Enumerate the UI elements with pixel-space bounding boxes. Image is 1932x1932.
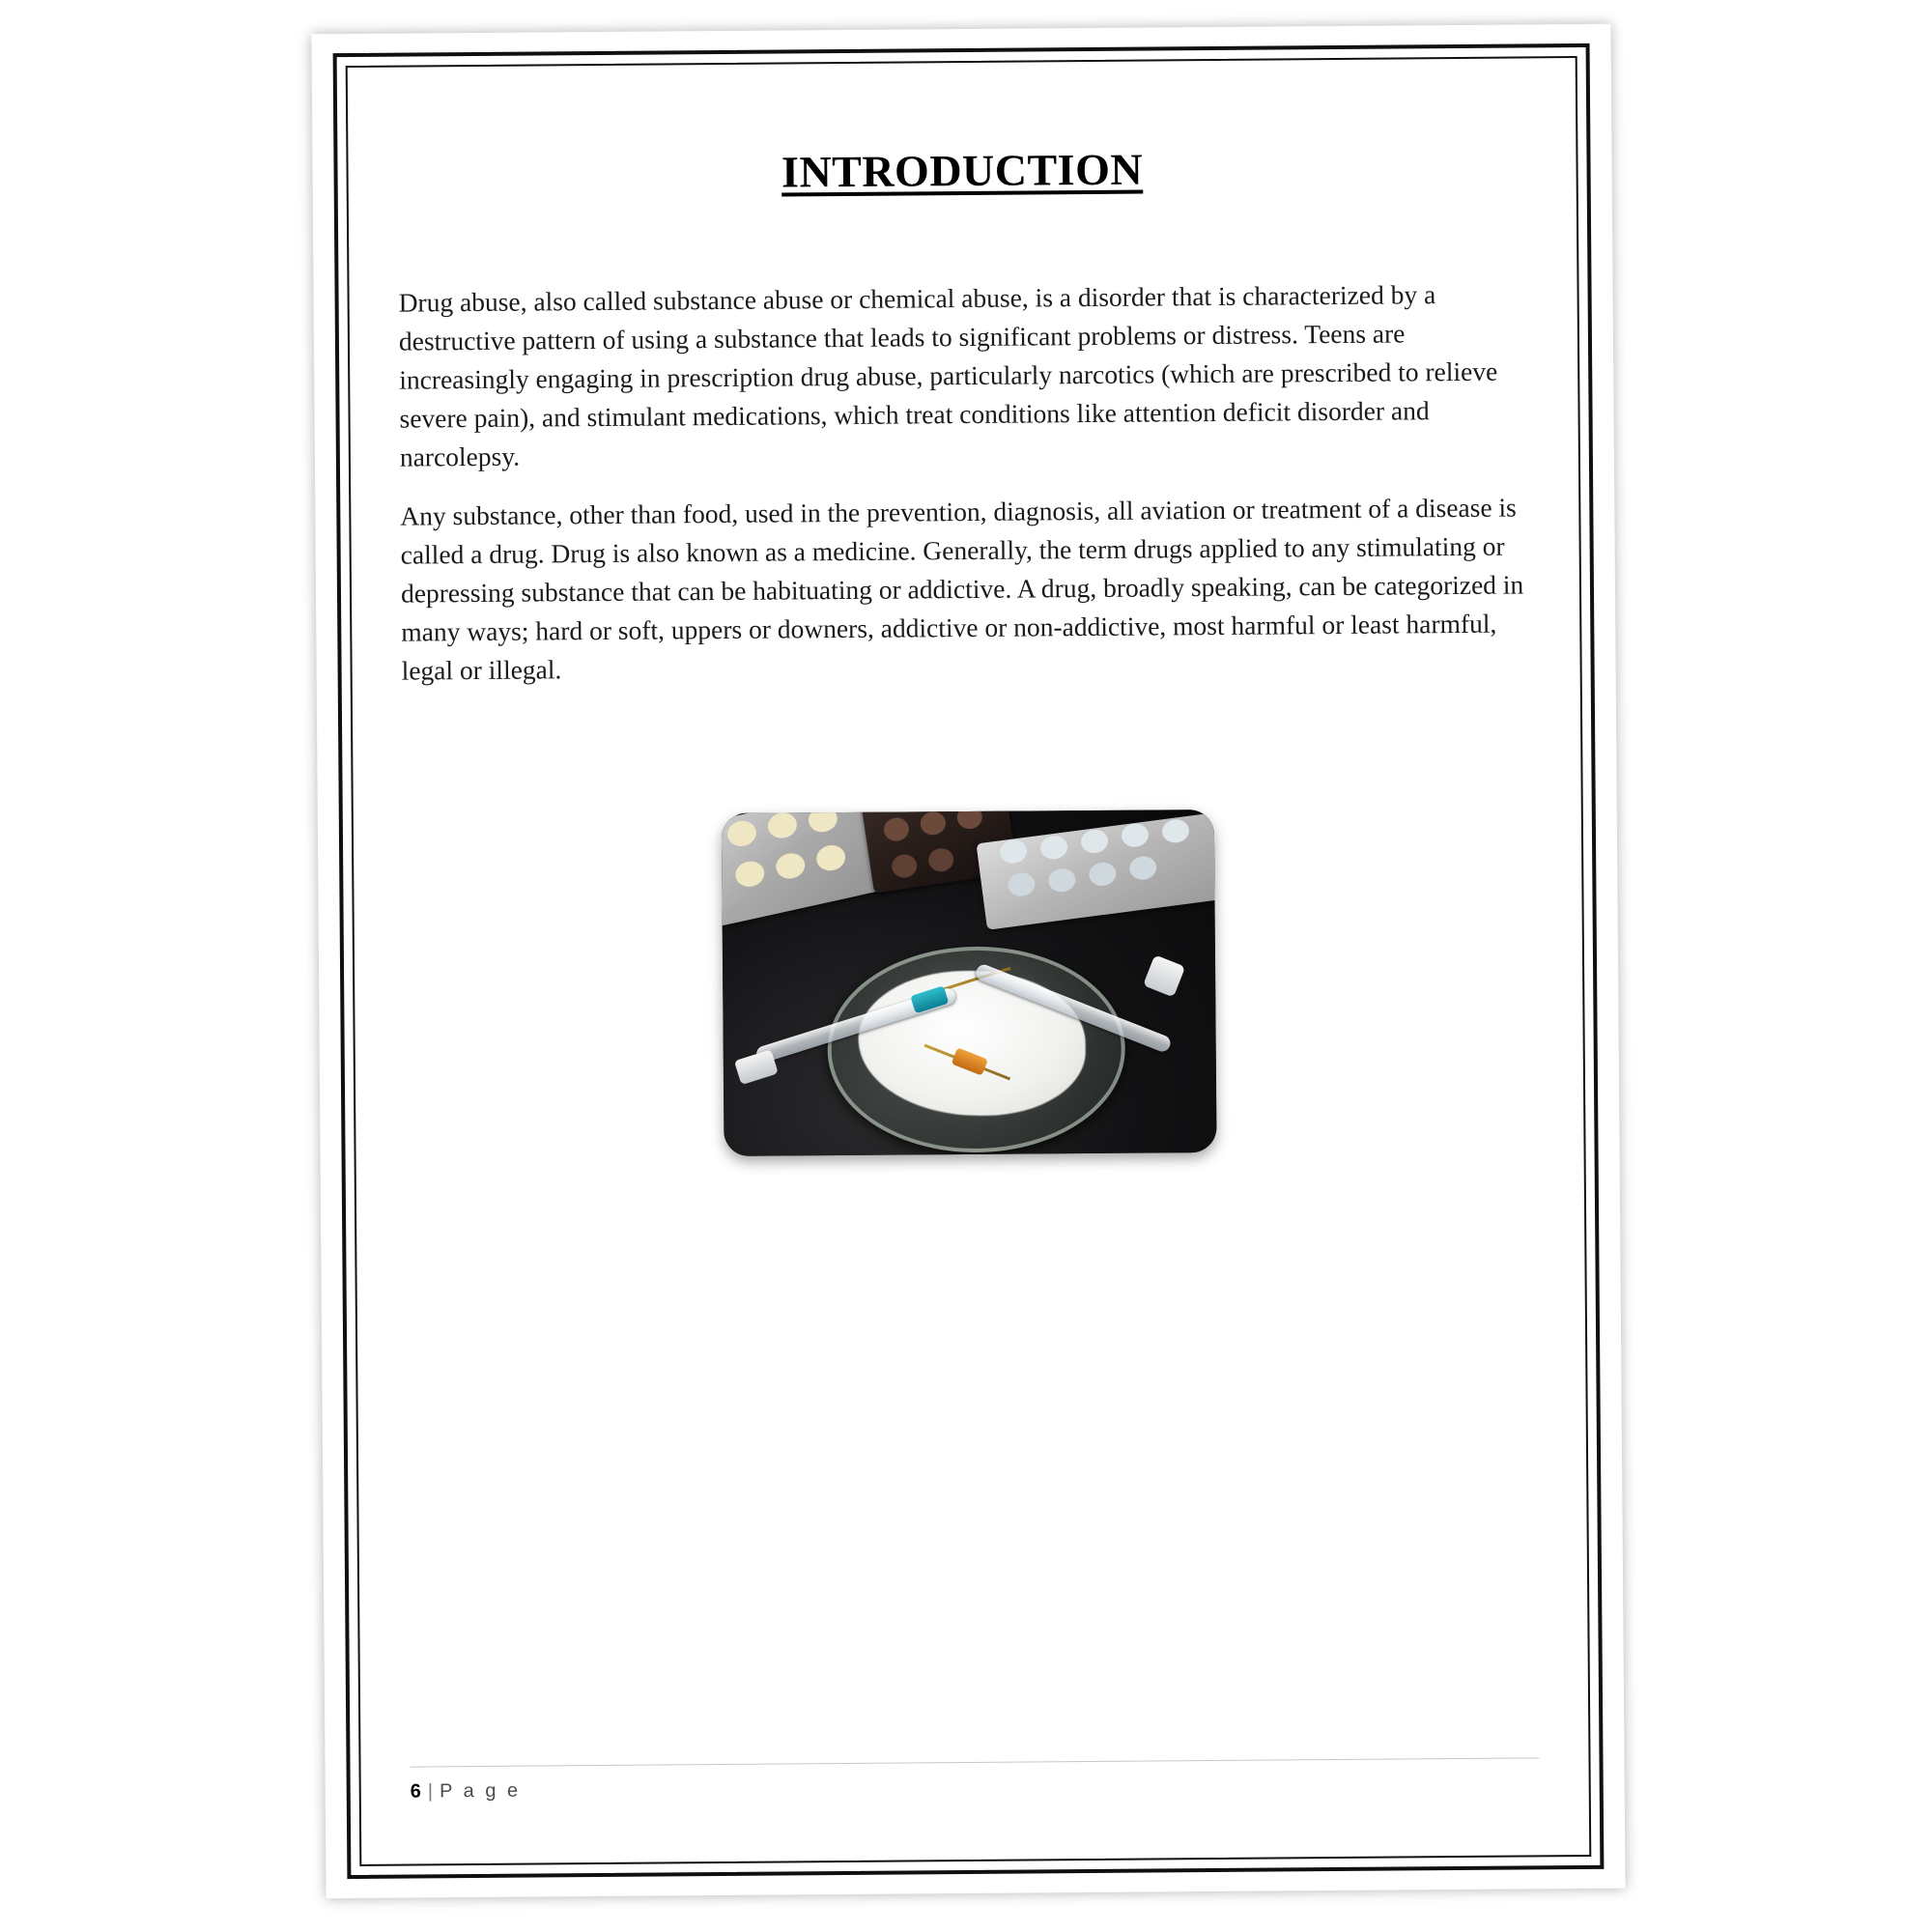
body-text-block	[371, 274, 1557, 690]
drugs-photo-image	[721, 810, 1216, 1156]
footer-divider	[411, 1757, 1540, 1767]
paragraph-2: Any substance, other than food, used in the prevention, diagnosis, all aviation or treatment of a disease is called a drug. Drug is also known as a medicine. Generally, the term drugs applied to any stimulating or depressing substance that can be habituating or addictive. A drug, broadly speaking, can be categorized in many ways; hard or soft, uppers or downers, addictive or non-addictive, most harmful or least harmful, legal or illegal.	[400, 492, 1524, 686]
footer-text	[411, 1772, 1540, 1803]
paragraph-1: Drug abuse, also called substance abuse or chemical abuse, is a disorder that is characterized by a destructive pattern of using a substance that leads to significant problems or distress. Teens are increasingly engaging in prescription drug abuse, particularly narcotics (which are prescribed to relieve severe pain), and stimulant medications, which treat conditions like attention deficit disorder and narcolepsy.	[398, 279, 1498, 472]
document-page	[311, 24, 1625, 1899]
footer-separator: |	[427, 1780, 435, 1803]
figure-container	[376, 807, 1562, 1159]
footer-page-number: 6	[410, 1780, 422, 1803]
page-title: INTRODUCTION	[781, 144, 1144, 197]
page-content	[370, 82, 1567, 1840]
footer-page-label: P a g e	[439, 1779, 522, 1803]
page-footer	[411, 1757, 1540, 1803]
